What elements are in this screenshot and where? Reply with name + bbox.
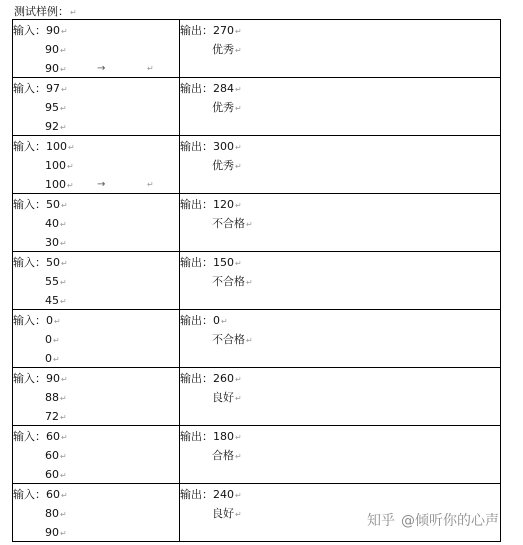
paragraph-mark: ↵ bbox=[60, 220, 67, 229]
paragraph-mark: ↵ bbox=[61, 491, 68, 500]
input-value: 97 bbox=[46, 82, 60, 95]
input-cell bbox=[13, 484, 180, 541]
input-line bbox=[13, 21, 179, 40]
input-value: 90 bbox=[45, 43, 59, 56]
output-prefix: 输出： bbox=[180, 372, 213, 385]
output-line bbox=[180, 137, 500, 156]
paragraph-mark: ↵ bbox=[67, 162, 74, 171]
paragraph-mark: ↵ bbox=[246, 278, 253, 287]
paragraph-mark: ↵ bbox=[246, 336, 253, 345]
watermark-author: @倾听你的心声 bbox=[401, 513, 499, 529]
output-score: 120 bbox=[213, 198, 234, 211]
input-line bbox=[13, 195, 179, 214]
input-value: 0 bbox=[45, 333, 52, 346]
paragraph-mark: ↵ bbox=[61, 433, 68, 442]
input-prefix: 输入： bbox=[13, 488, 46, 501]
output-cell bbox=[180, 20, 501, 77]
input-value: 45 bbox=[45, 294, 59, 307]
input-value: 88 bbox=[45, 391, 59, 404]
input-value: 90 bbox=[45, 62, 59, 75]
output-line bbox=[180, 195, 500, 214]
input-value: 50 bbox=[46, 198, 60, 211]
paragraph-mark: ↵ bbox=[53, 336, 60, 345]
paragraph-mark: ↵ bbox=[60, 65, 67, 74]
input-prefix: 输入： bbox=[13, 82, 46, 95]
input-line bbox=[13, 485, 179, 504]
input-value: 100 bbox=[45, 178, 66, 191]
input-line bbox=[13, 330, 179, 349]
output-line bbox=[180, 446, 500, 465]
paragraph-mark: ↵ bbox=[61, 201, 68, 210]
input-line bbox=[13, 98, 179, 117]
title-text: 测试样例： bbox=[14, 5, 69, 18]
paragraph-mark: ↵ bbox=[235, 510, 242, 519]
paragraph-mark: ↵ bbox=[147, 180, 154, 189]
watermark bbox=[367, 510, 499, 530]
output-score: 180 bbox=[213, 430, 234, 443]
input-line bbox=[13, 311, 179, 330]
input-line bbox=[13, 388, 179, 407]
output-cell bbox=[180, 368, 501, 425]
test-case-table bbox=[12, 19, 501, 542]
output-prefix: 输出： bbox=[180, 256, 213, 269]
output-line bbox=[180, 79, 500, 98]
input-value: 90 bbox=[45, 526, 59, 539]
paragraph-mark: ↵ bbox=[61, 27, 68, 36]
input-value: 80 bbox=[45, 507, 59, 520]
paragraph-mark: ↵ bbox=[235, 46, 242, 55]
input-line bbox=[13, 233, 179, 252]
paragraph-mark: ↵ bbox=[246, 220, 253, 229]
paragraph-mark: ↵ bbox=[61, 85, 68, 94]
paragraph-mark: ↵ bbox=[235, 394, 242, 403]
input-cell bbox=[13, 368, 180, 425]
paragraph-mark: ↵ bbox=[60, 413, 67, 422]
paragraph-mark: ↵ bbox=[70, 8, 77, 17]
output-line bbox=[180, 21, 500, 40]
paragraph-mark: ↵ bbox=[235, 452, 242, 461]
output-line bbox=[180, 156, 500, 175]
output-line bbox=[180, 311, 500, 330]
table-row bbox=[13, 78, 501, 136]
output-grade: 不合格 bbox=[212, 275, 245, 288]
output-grade: 良好 bbox=[212, 507, 234, 520]
input-prefix: 输入： bbox=[13, 256, 46, 269]
paragraph-mark: ↵ bbox=[60, 104, 67, 113]
paragraph-mark: ↵ bbox=[60, 394, 67, 403]
input-cell bbox=[13, 194, 180, 251]
paragraph-mark: ↵ bbox=[235, 162, 242, 171]
paragraph-mark: ↵ bbox=[235, 375, 242, 384]
input-prefix: 输入： bbox=[13, 24, 46, 37]
input-value: 72 bbox=[45, 410, 59, 423]
paragraph-mark: ↵ bbox=[235, 85, 242, 94]
paragraph-mark: ↵ bbox=[67, 181, 74, 190]
input-line bbox=[13, 504, 179, 523]
input-line bbox=[13, 465, 179, 484]
input-prefix: 输入： bbox=[13, 314, 46, 327]
output-grade: 优秀 bbox=[212, 159, 234, 172]
output-score: 270 bbox=[213, 24, 234, 37]
input-line bbox=[13, 446, 179, 465]
input-line bbox=[13, 175, 179, 194]
input-value: 92 bbox=[45, 120, 59, 133]
input-line bbox=[13, 59, 179, 78]
table-row bbox=[13, 310, 501, 368]
input-line bbox=[13, 156, 179, 175]
paragraph-mark: ↵ bbox=[235, 201, 242, 210]
output-line bbox=[180, 40, 500, 59]
input-cell bbox=[13, 426, 180, 483]
input-cell bbox=[13, 20, 180, 77]
paragraph-mark: ↵ bbox=[60, 471, 67, 480]
paragraph-mark: ↵ bbox=[61, 259, 68, 268]
page-title bbox=[14, 4, 77, 20]
output-prefix: 输出： bbox=[180, 140, 213, 153]
output-prefix: 输出： bbox=[180, 198, 213, 211]
input-line bbox=[13, 40, 179, 59]
output-line bbox=[180, 214, 500, 233]
watermark-site: 知乎 bbox=[367, 513, 395, 529]
paragraph-mark: ↵ bbox=[235, 143, 242, 152]
input-line bbox=[13, 272, 179, 291]
input-value: 0 bbox=[45, 352, 52, 365]
output-score: 150 bbox=[213, 256, 234, 269]
output-line bbox=[180, 427, 500, 446]
input-value: 60 bbox=[45, 449, 59, 462]
input-line bbox=[13, 137, 179, 156]
input-line bbox=[13, 427, 179, 446]
output-line bbox=[180, 388, 500, 407]
output-prefix: 输出： bbox=[180, 24, 213, 37]
paragraph-mark: ↵ bbox=[235, 491, 242, 500]
table-row bbox=[13, 194, 501, 252]
output-line bbox=[180, 98, 500, 117]
input-line bbox=[13, 291, 179, 310]
paragraph-mark: ↵ bbox=[221, 317, 228, 326]
input-cell bbox=[13, 252, 180, 309]
input-value: 100 bbox=[45, 159, 66, 172]
output-score: 300 bbox=[213, 140, 234, 153]
output-line bbox=[180, 485, 500, 504]
paragraph-mark: ↵ bbox=[60, 239, 67, 248]
paragraph-mark: ↵ bbox=[60, 297, 67, 306]
paragraph-mark: ↵ bbox=[147, 64, 154, 73]
table-row bbox=[13, 20, 501, 78]
output-prefix: 输出： bbox=[180, 488, 213, 501]
input-value: 60 bbox=[46, 430, 60, 443]
input-value: 40 bbox=[45, 217, 59, 230]
input-value: 90 bbox=[46, 24, 60, 37]
output-grade: 优秀 bbox=[212, 101, 234, 114]
table-row bbox=[13, 136, 501, 194]
input-line bbox=[13, 117, 179, 136]
paragraph-mark: ↵ bbox=[235, 27, 242, 36]
input-cell bbox=[13, 310, 180, 367]
input-value: 60 bbox=[46, 488, 60, 501]
paragraph-mark: ↵ bbox=[68, 143, 75, 152]
input-value: 30 bbox=[45, 236, 59, 249]
output-cell bbox=[180, 78, 501, 135]
paragraph-mark: ↵ bbox=[53, 355, 60, 364]
output-grade: 优秀 bbox=[212, 43, 234, 56]
input-prefix: 输入： bbox=[13, 372, 46, 385]
table-row bbox=[13, 252, 501, 310]
input-value: 90 bbox=[46, 372, 60, 385]
paragraph-mark: ↵ bbox=[61, 375, 68, 384]
input-cell bbox=[13, 136, 180, 193]
output-prefix: 输出： bbox=[180, 82, 213, 95]
output-line bbox=[180, 253, 500, 272]
table-row bbox=[13, 426, 501, 484]
output-grade: 不合格 bbox=[212, 217, 245, 230]
paragraph-mark: ↵ bbox=[60, 452, 67, 461]
input-line bbox=[13, 214, 179, 233]
output-grade: 合格 bbox=[212, 449, 234, 462]
input-line bbox=[13, 349, 179, 368]
input-line bbox=[13, 253, 179, 272]
paragraph-mark: ↵ bbox=[60, 278, 67, 287]
tab-arrow-icon: → bbox=[97, 179, 106, 190]
output-score: 0 bbox=[213, 314, 220, 327]
paragraph-mark: ↵ bbox=[60, 529, 67, 538]
output-line bbox=[180, 272, 500, 291]
input-prefix: 输入： bbox=[13, 430, 46, 443]
output-cell bbox=[180, 426, 501, 483]
paragraph-mark: ↵ bbox=[235, 259, 242, 268]
input-value: 55 bbox=[45, 275, 59, 288]
input-value: 60 bbox=[45, 468, 59, 481]
input-value: 50 bbox=[46, 256, 60, 269]
input-value: 0 bbox=[46, 314, 53, 327]
output-grade: 不合格 bbox=[212, 333, 245, 346]
paragraph-mark: ↵ bbox=[235, 104, 242, 113]
input-prefix: 输入： bbox=[13, 198, 46, 211]
paragraph-mark: ↵ bbox=[54, 317, 61, 326]
table-row bbox=[13, 368, 501, 426]
input-prefix: 输入： bbox=[13, 140, 46, 153]
output-cell bbox=[180, 194, 501, 251]
input-cell bbox=[13, 78, 180, 135]
output-cell bbox=[180, 252, 501, 309]
paragraph-mark: ↵ bbox=[60, 510, 67, 519]
paragraph-mark: ↵ bbox=[235, 433, 242, 442]
output-line bbox=[180, 330, 500, 349]
output-grade: 良好 bbox=[212, 391, 234, 404]
output-score: 284 bbox=[213, 82, 234, 95]
output-line bbox=[180, 369, 500, 388]
input-line bbox=[13, 369, 179, 388]
input-line bbox=[13, 523, 179, 542]
input-line bbox=[13, 79, 179, 98]
output-score: 240 bbox=[213, 488, 234, 501]
output-cell bbox=[180, 136, 501, 193]
tab-arrow-icon: → bbox=[97, 63, 106, 74]
output-score: 260 bbox=[213, 372, 234, 385]
input-value: 95 bbox=[45, 101, 59, 114]
output-cell bbox=[180, 310, 501, 367]
input-value: 100 bbox=[46, 140, 67, 153]
input-line bbox=[13, 407, 179, 426]
paragraph-mark: ↵ bbox=[60, 46, 67, 55]
output-prefix: 输出： bbox=[180, 430, 213, 443]
output-prefix: 输出： bbox=[180, 314, 213, 327]
paragraph-mark: ↵ bbox=[60, 123, 67, 132]
